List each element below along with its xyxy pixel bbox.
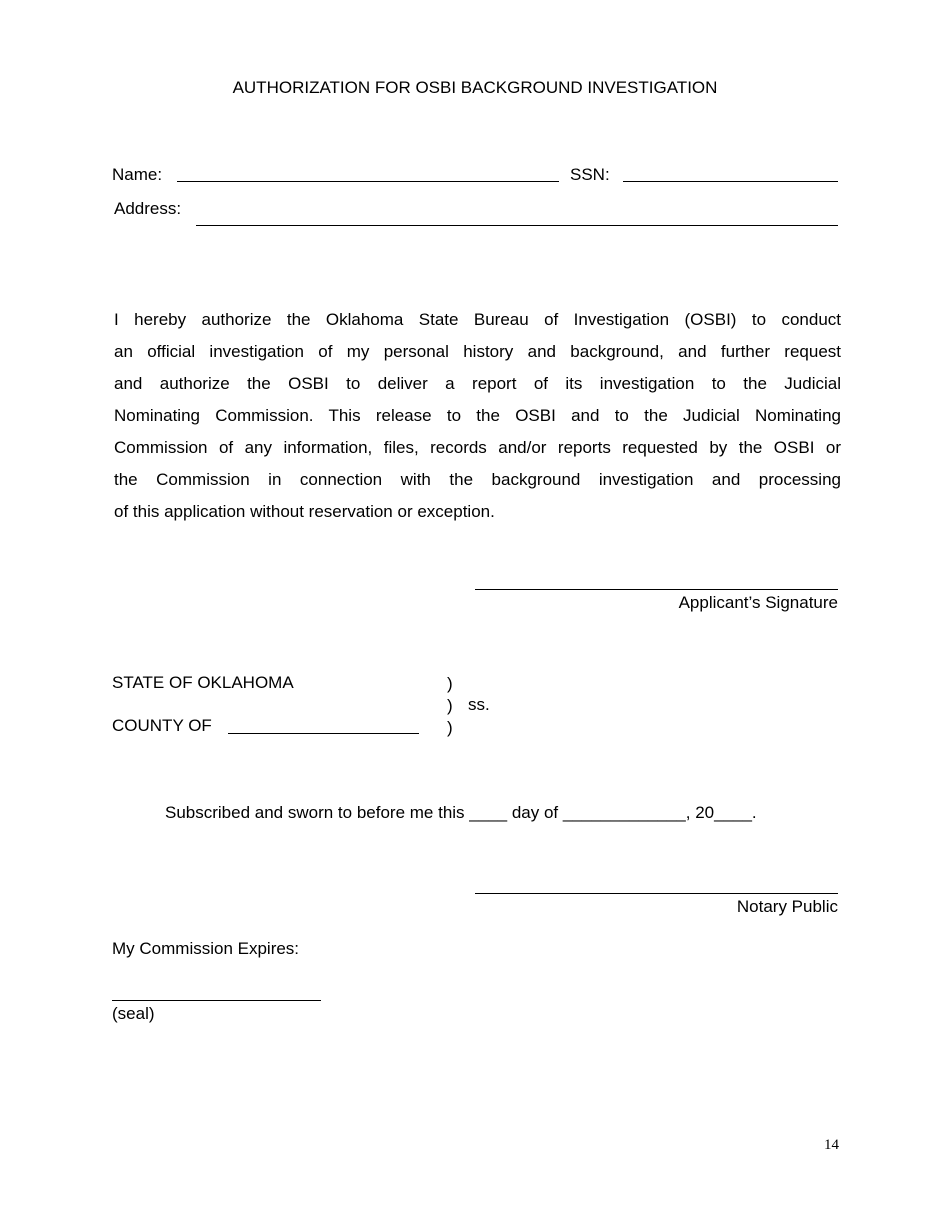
state-label: STATE OF OKLAHOMA bbox=[112, 673, 294, 692]
seal-label: (seal) bbox=[112, 1004, 155, 1023]
name-label: Name: bbox=[112, 165, 163, 184]
county-field[interactable] bbox=[228, 733, 419, 734]
authorization-line: an official investigation of my personal history and background, and further request bbox=[114, 342, 841, 361]
authorization-line: Nominating Commission. This release to the OSBI and to the Judicial Nominating bbox=[114, 406, 841, 425]
ssn-field[interactable] bbox=[623, 181, 838, 182]
address-field[interactable] bbox=[196, 225, 838, 226]
page-number: 14 bbox=[824, 1137, 839, 1153]
applicant-signature-line[interactable] bbox=[475, 589, 838, 590]
authorization-line: and authorize the OSBI to deliver a report of its investigation to the Judicial bbox=[114, 374, 841, 393]
county-label: COUNTY OF bbox=[112, 716, 212, 735]
notary-label: Notary Public bbox=[736, 897, 838, 916]
applicant-signature-label: Applicant’s Signature bbox=[678, 593, 838, 612]
ss-label: ss. bbox=[468, 695, 490, 714]
venue-paren: ) bbox=[447, 674, 453, 693]
venue-paren: ) bbox=[447, 696, 453, 715]
notary-signature-line[interactable] bbox=[475, 893, 838, 894]
authorization-line: I hereby authorize the Oklahoma State Bureau of Investigation (OSBI) to conduct bbox=[114, 310, 841, 329]
authorization-paragraph bbox=[114, 304, 841, 528]
name-field[interactable] bbox=[177, 181, 559, 182]
commission-expires-field[interactable] bbox=[112, 1000, 321, 1001]
authorization-line: Commission of any information, files, records and/or reports requested by the OSBI or bbox=[114, 438, 841, 457]
address-label: Address: bbox=[114, 199, 182, 218]
authorization-line: of this application without reservation or exception. bbox=[114, 502, 495, 521]
commission-expires-label: My Commission Expires: bbox=[112, 939, 300, 958]
venue-paren: ) bbox=[447, 718, 453, 737]
authorization-line: the Commission in connection with the background investigation and processing bbox=[114, 470, 841, 489]
sworn-statement: Subscribed and sworn to before me this ____ day of _____________, 20____. bbox=[165, 803, 757, 822]
ssn-label: SSN: bbox=[570, 165, 610, 184]
document-title: AUTHORIZATION FOR OSBI BACKGROUND INVESTIGATION bbox=[232, 78, 718, 97]
